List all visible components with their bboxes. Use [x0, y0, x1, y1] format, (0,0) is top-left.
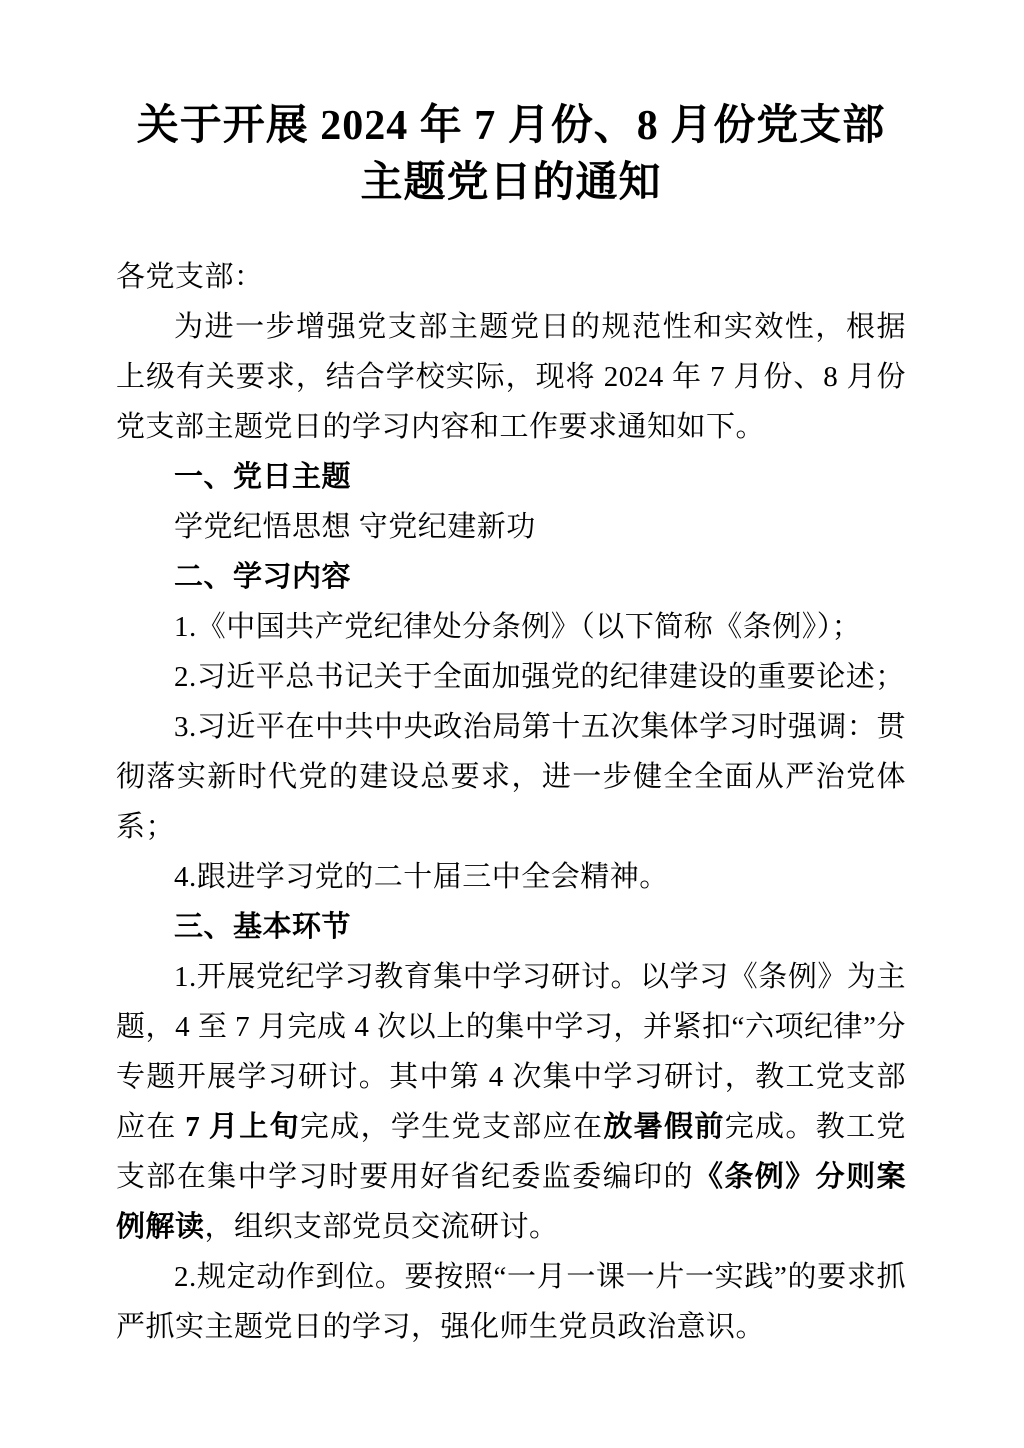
- title-line-1: 关于开展 2024 年 7 月份、8 月份党支部: [136, 103, 886, 149]
- intro-paragraph: 为进一步增强党支部主题党日的规范性和实效性，根据上级有关要求，结合学校实际，现将 2024 年 7 月份、8 月份党支部主题党日的学习内容和工作要求通知如下。: [116, 311, 906, 443]
- document-title: [116, 98, 906, 212]
- study-item-1: 1.《中国共产党纪律处分条例》（以下简称《条例》）；: [174, 611, 862, 643]
- section-heading-2: 二、学习内容: [174, 561, 352, 593]
- step-item-1-text: 完成，学生党支部应在: [299, 1111, 604, 1143]
- salutation: 各党支部：: [116, 261, 264, 293]
- step-item-1-bold-before-vacation: 放暑假前: [603, 1111, 725, 1143]
- study-item-4: 4.跟进学习党的二十届三中全会精神。: [174, 861, 669, 893]
- step-item-1-text: 完成。教工党支部在集中学习时要用好省纪委监委编印的: [116, 1111, 906, 1193]
- title-line-2: 主题党日的通知: [360, 160, 662, 206]
- step-item-1: [116, 952, 906, 1252]
- step-item-1-text: ，组织支部党员交流研讨。: [204, 1211, 559, 1243]
- study-item-2: 2.习近平总书记关于全面加强党的纪律建设的重要论述；: [174, 661, 905, 693]
- step-item-1-text: 1.开展党纪学习教育集中学习研讨。以学习《条例》为主题，4 至 7 月完成 4 次以上的集中学习，并紧扣“六项纪律”分专题开展学习研讨。其中第 4 次集中学习研讨，教工党支部应在: [116, 961, 906, 1143]
- section-heading-1: 一、党日主题: [174, 461, 352, 493]
- step-item-1-bold-case-reader: 《条例》分则案例解读: [116, 1161, 906, 1243]
- step-item-2: 2.规定动作到位。要按照“一月一课一片一实践”的要求抓严抓实主题党日的学习，强化师生党员政治意识。: [116, 1261, 906, 1343]
- study-item-3: 3.习近平在中共中央政治局第十五次集体学习时强调：贯彻落实新时代党的建设总要求，进一步健全全面从严治党体系；: [116, 711, 906, 843]
- theme-line: 学党纪悟思想 守党纪建新功: [174, 511, 536, 543]
- step-item-1-bold-early-july: 7 月上旬: [185, 1111, 300, 1143]
- section-heading-3: 三、基本环节: [174, 911, 352, 943]
